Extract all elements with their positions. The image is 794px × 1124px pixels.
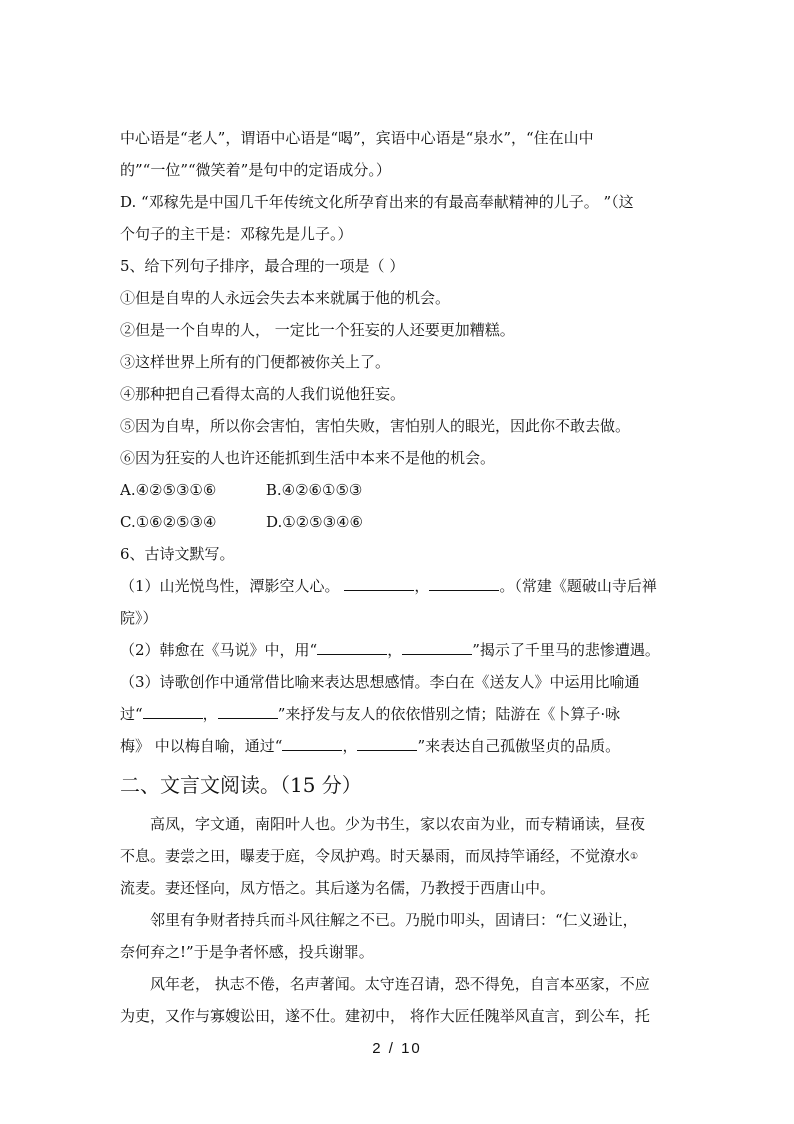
dotted-char: 悟 xyxy=(270,879,286,897)
question-6: 6、古诗文默写。 xyxy=(120,545,235,563)
fill-blank[interactable] xyxy=(429,576,499,591)
fill-blank[interactable] xyxy=(317,640,387,655)
reading-line-1: 高凤，字文通，南阳叶人也。少为书生，家以农亩为业，而专精诵读，昼夜 xyxy=(150,815,646,833)
reading-line-6: 风年老， 执志不倦，名声著闻。太守连召请，恐不得免，自言本巫家，不应 xyxy=(150,975,650,993)
poem-3-line-3: 梅》 中以梅自喻，通过“ ， ”来表达自己孤傲坚贞的品质。 xyxy=(120,737,621,755)
fill-blank[interactable] xyxy=(402,640,472,655)
question-5: 5、给下列句子排序，最合理的一项是（ ） xyxy=(120,257,405,275)
poem-2-line: （2）韩愈在《马说》中，用“ ， ”揭示了千里马的悲惨遭遇。 xyxy=(120,641,660,659)
line-grammar-1: 中心语是“老人”，谓语中心语是“喝”，宾语中心语是“泉水”，“住在山中 xyxy=(120,129,594,147)
reading-line-7: 为吏，又作与寡嫂讼田，遂不仕。建初中， 将作大匠任隗举风直言，到公车，托 xyxy=(120,1007,650,1025)
sentence-1: ①但是自卑的人永远会失去本来就属于他的机会。 xyxy=(120,289,451,307)
poem-3-line-1: （3）诗歌创作中通常借比喻来表达思想感情。李白在《送友人》中运用比喻通 xyxy=(120,673,640,691)
options-cd xyxy=(120,512,680,532)
fill-blank[interactable] xyxy=(282,736,342,751)
option-d: D.①②⑤③④⑥ xyxy=(265,513,363,531)
poem-1-line: （1）山光悦鸟性，潭影空人心。 ， 。（常建《题破山寺后禅 xyxy=(120,577,657,595)
options-ab xyxy=(120,480,680,500)
reading-line-2: 不息。妻尝之田，曝麦于庭，令凤护鸡。时天暴雨，而凤持竿诵经，不觉潦水① xyxy=(120,847,639,865)
option-d-line-2: 个句子的主干是：邓稼先是儿子。） xyxy=(120,225,353,243)
sentence-5: ⑤因为自卑，所以你会害怕，害怕失败，害怕别人的眼光，因此你不敢去做。 xyxy=(120,417,631,435)
dotted-char: 尝 xyxy=(180,847,196,865)
option-a: A.④②⑤③①⑥ xyxy=(120,481,217,499)
sentence-6: ⑥因为狂妄的人也许还能抓到生活中本来不是他的机会。 xyxy=(120,449,496,467)
poem-3-line-2: 过“ ， ”来抒发与友人的依依惜别之情；陆游在《卜算子·咏 xyxy=(120,705,621,723)
fill-blank[interactable] xyxy=(344,576,414,591)
fill-blank[interactable] xyxy=(143,704,203,719)
reading-line-3: 流麦。妻还怪向，凤方悟之。其后遂为名儒，乃教授于西唐山中。 xyxy=(120,879,556,897)
reading-line-5: 奈何弃之!”于是争者怀感，投兵谢罪。 xyxy=(120,943,374,961)
poem-1-line-2: 院》） xyxy=(120,609,158,627)
page-number: 2 / 10 xyxy=(372,1040,422,1057)
fill-blank[interactable] xyxy=(218,704,278,719)
sentence-2: ②但是一个自卑的人， 一定比一个狂妄的人还要更加糟糕。 xyxy=(120,321,515,339)
fill-blank[interactable] xyxy=(357,736,417,751)
option-d-line-1: D. “邓稼先是中国几千年传统文化所孕育出来的有最高奉献精神的儿子。 ”（这 xyxy=(120,193,634,211)
line-grammar-2: 的”“一位”“微笑着”是句中的定语成分。） xyxy=(120,161,391,179)
underlined-sentence: 邻里有争财者持兵而斗风往解之不已 xyxy=(150,911,391,929)
section-heading: 二、文言文阅读。（15 分） xyxy=(120,773,362,797)
footnote-mark: ① xyxy=(630,852,639,862)
reading-line-4: 邻里有争财者持兵而斗风往解之不已。乃脱巾叩头，固请曰：“仁义逊让， xyxy=(150,911,638,929)
sentence-4: ④那种把自己看得太高的人我们说他狂妄。 xyxy=(120,385,406,403)
option-c: C.①⑥②⑤③④ xyxy=(120,513,217,531)
option-b: B.④②⑥①⑤③ xyxy=(265,481,363,499)
sentence-3: ③这样世界上所有的门便都被你关上了。 xyxy=(120,353,391,371)
